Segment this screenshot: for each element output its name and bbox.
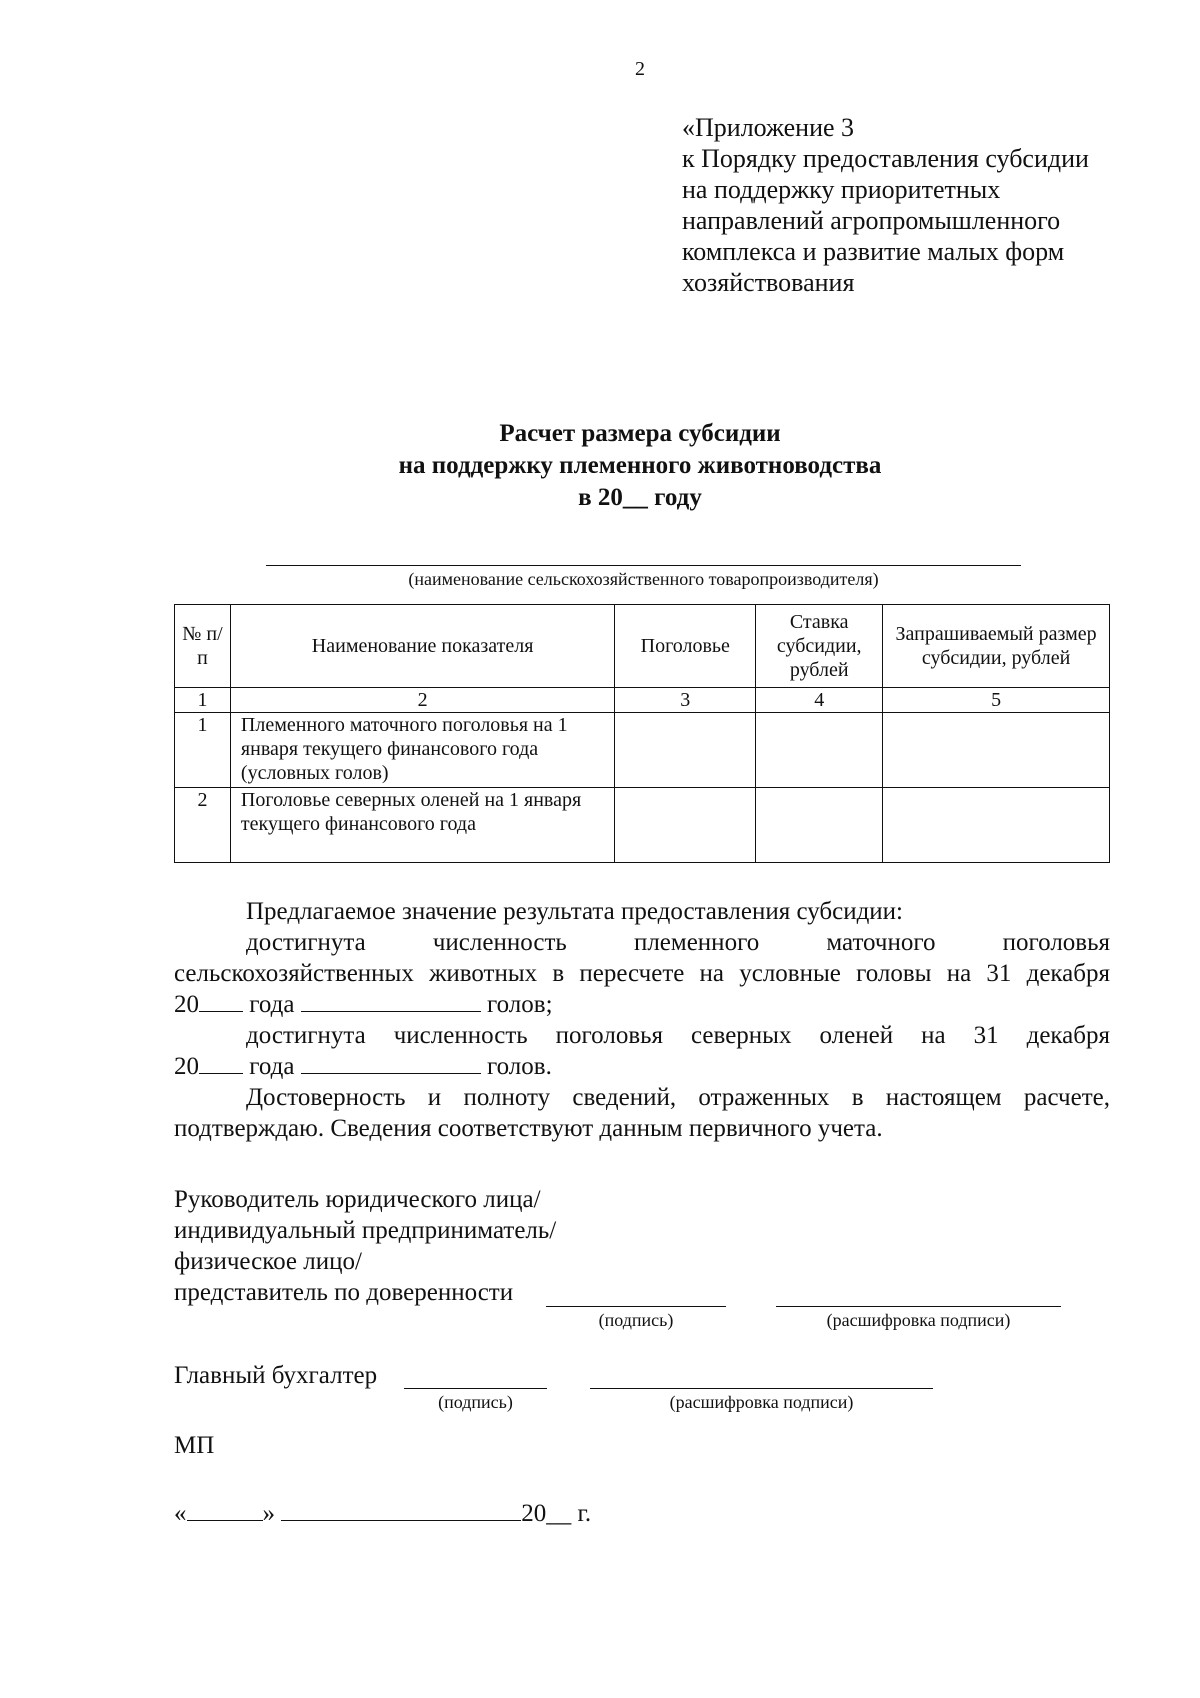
date-close-quote: »	[262, 1500, 275, 1527]
row-number: 1	[175, 713, 231, 788]
appendix-reference	[682, 112, 1089, 298]
stamp-place-label: МП	[174, 1432, 215, 1459]
results-section	[174, 896, 1110, 1144]
appendix-line: на поддержку приоритетных	[682, 175, 1001, 204]
appendix-line: комплекса и развитие малых форм	[682, 237, 1065, 266]
livestock-cell[interactable]	[615, 713, 756, 788]
result-item-1-year-line	[174, 989, 1110, 1020]
head-signature-field[interactable]	[546, 1306, 726, 1307]
head-signature-decode-field[interactable]	[776, 1306, 1061, 1307]
rate-cell[interactable]	[756, 713, 883, 788]
date-year: 20__ г.	[521, 1500, 592, 1527]
header-cell: № п/п	[175, 605, 231, 688]
breeding-count-field[interactable]	[301, 991, 481, 1012]
title-line: Расчет размера субсидии	[499, 420, 781, 447]
livestock-cell[interactable]	[615, 788, 756, 863]
year-field[interactable]	[199, 991, 243, 1012]
year-word: года	[249, 1053, 295, 1080]
unit-word: голов;	[486, 991, 553, 1018]
month-field[interactable]	[281, 1500, 521, 1521]
unit-word: голов.	[486, 1053, 552, 1080]
title-line: в 20__ году	[578, 484, 702, 511]
signer-title-line: представитель по доверенности	[174, 1279, 514, 1306]
signature-decode-caption: (расшифровка подписи)	[669, 1392, 854, 1412]
appendix-line: к Порядку предоставления субсидии	[682, 144, 1089, 173]
rate-cell[interactable]	[756, 788, 883, 863]
column-number: 4	[756, 688, 883, 713]
table-row	[175, 788, 1110, 863]
indicator-name: Племенного маточного поголовья на 1 января текущего финансового года (условных голов)	[230, 713, 614, 788]
signature-decode-caption: (расшифровка подписи)	[826, 1310, 1011, 1330]
column-number: 2	[230, 688, 614, 713]
signer-title-line: физическое лицо/	[174, 1248, 362, 1275]
results-intro: Предлагаемое значение результата предоставления субсидии:	[246, 898, 904, 925]
appendix-line: «Приложение 3	[682, 113, 855, 142]
signer-title-line: Руководитель юридического лица/	[174, 1186, 541, 1213]
appendix-line: хозяйствования	[682, 268, 855, 297]
appendix-line: направлений агропромышленного	[682, 206, 1061, 235]
row-number: 2	[175, 788, 231, 863]
indicator-name: Поголовье северных оленей на 1 января текущего финансового года	[230, 788, 614, 863]
signature-caption: (подпись)	[598, 1310, 674, 1330]
result-item-1-line: сельскохозяйственных животных в пересчете на условные головы на 31 декабря	[174, 960, 1110, 987]
head-signer-block	[174, 1184, 556, 1308]
chief-accountant-label: Главный бухгалтер	[174, 1362, 378, 1389]
header-cell: Наименование показателя	[230, 605, 614, 688]
result-item-1-line: достигнута численность племенного маточного поголовья	[246, 929, 1110, 956]
subsidy-table	[174, 604, 1110, 863]
column-number-row	[175, 688, 1110, 713]
date-open-quote: «	[174, 1500, 187, 1527]
signature-caption: (подпись)	[438, 1392, 513, 1412]
header-cell: Запрашиваемый размер субсидии, рублей	[883, 605, 1110, 688]
accountant-signature-decode-field[interactable]	[590, 1388, 933, 1389]
table-row	[175, 713, 1110, 788]
signer-title-line: индивидуальный предприниматель/	[174, 1217, 557, 1244]
year-field[interactable]	[199, 1053, 243, 1074]
requested-amount-cell[interactable]	[883, 788, 1110, 863]
page-number: 2	[635, 58, 645, 80]
requested-amount-cell[interactable]	[883, 713, 1110, 788]
producer-name-caption: (наименование сельскохозяйственного товаропроизводителя)	[408, 569, 879, 589]
confirmation-text: Достоверность и полноту сведений, отраженных в настоящем расчете, подтверждаю. Сведения соответствуют данным первичного учета.	[174, 1084, 1110, 1142]
year-prefix: 20	[174, 1053, 199, 1080]
header-cell: Поголовье	[615, 605, 756, 688]
document-title	[0, 418, 1200, 514]
result-item-2-line: достигнута численность поголовья северных оленей на 31 декабря	[246, 1022, 1110, 1049]
date-line	[174, 1500, 591, 1528]
producer-name-field[interactable]	[266, 565, 1021, 566]
result-item-2-year-line	[174, 1051, 1110, 1082]
column-number: 3	[615, 688, 756, 713]
day-field[interactable]	[187, 1500, 263, 1521]
year-prefix: 20	[174, 991, 199, 1018]
column-number: 5	[883, 688, 1110, 713]
title-line: на поддержку племенного животноводства	[398, 452, 882, 479]
table-header-row	[175, 605, 1110, 688]
reindeer-count-field[interactable]	[301, 1053, 481, 1074]
year-word: года	[249, 991, 295, 1018]
header-cell: Ставка субсидии, рублей	[756, 605, 883, 688]
accountant-signature-field[interactable]	[404, 1388, 547, 1389]
column-number: 1	[175, 688, 231, 713]
